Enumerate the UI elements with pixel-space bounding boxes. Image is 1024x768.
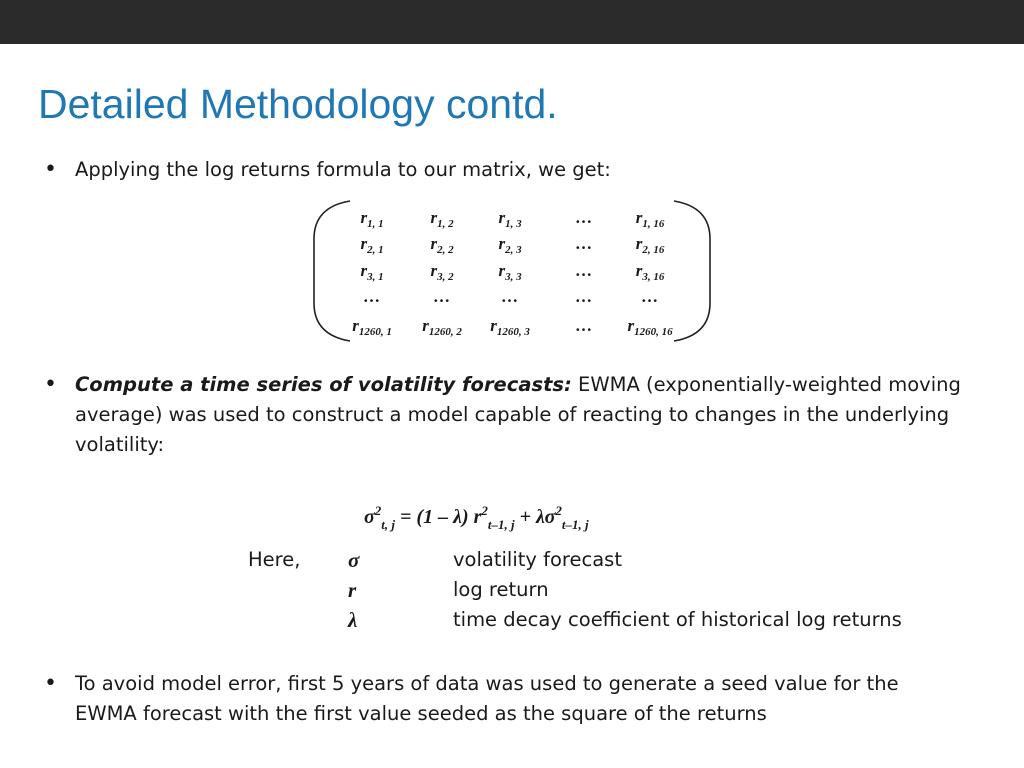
matrix-cell-index: 1, 3 bbox=[505, 218, 522, 230]
formula-sigma: σ bbox=[544, 506, 556, 528]
matrix-ellipsis: … bbox=[363, 287, 381, 306]
matrix-cell-index: 2, 3 bbox=[505, 244, 522, 256]
matrix-cell bbox=[470, 208, 550, 234]
legend-intro: Here, bbox=[248, 548, 301, 571]
matrix-ellipsis: … bbox=[575, 287, 593, 306]
matrix-cell-symbol: r bbox=[635, 261, 643, 280]
matrix-cell-index: 3, 1 bbox=[367, 271, 384, 283]
matrix-cell-index: 1, 1 bbox=[367, 218, 384, 230]
matrix-ellipsis: … bbox=[433, 287, 451, 306]
matrix-cell-symbol: r bbox=[430, 208, 438, 227]
matrix-cell-index: 1260, 1 bbox=[358, 326, 392, 338]
matrix-cell-index: 1, 16 bbox=[642, 218, 665, 230]
formula-sub-rhs: t–1, j bbox=[561, 517, 589, 532]
formula-square: 2 bbox=[374, 503, 382, 518]
bullet-body: EWMA (exponentially-weighted moving average) was used to construct a model capable of reacting to changes in the underlying volatility: bbox=[75, 373, 961, 456]
formula-sub-lhs: t, j bbox=[381, 517, 396, 532]
matrix-cell-symbol: r bbox=[627, 316, 635, 335]
matrix-cell-index: 1260, 2 bbox=[428, 326, 462, 338]
bullet-marker: • bbox=[44, 372, 57, 397]
matrix-cell-symbol: r bbox=[360, 234, 368, 253]
matrix-cell-symbol: r bbox=[430, 261, 438, 280]
formula-sub-r: t–1, j bbox=[487, 517, 515, 532]
slide-title: Detailed Methodology contd. bbox=[38, 81, 558, 127]
formula-r: r bbox=[473, 506, 482, 528]
bullet-marker: • bbox=[44, 157, 57, 182]
top-bar bbox=[0, 0, 1024, 44]
bullet-emphasis: Compute a time series of volatility forecasts: bbox=[75, 373, 572, 396]
matrix-cell-symbol: r bbox=[490, 316, 497, 335]
bullet-marker: • bbox=[44, 671, 57, 696]
matrix-ellipsis: … bbox=[575, 208, 593, 227]
matrix-cell-symbol: r bbox=[430, 234, 438, 253]
matrix-cell-index: 3, 2 bbox=[437, 271, 454, 283]
matrix-cell-symbol: r bbox=[498, 234, 506, 253]
matrix-cell bbox=[470, 261, 550, 287]
legend-symbol-lambda: λ bbox=[348, 608, 358, 632]
legend-definition: log return bbox=[453, 578, 549, 601]
ewma-formula bbox=[364, 496, 589, 540]
matrix-ellipsis: … bbox=[501, 287, 519, 306]
matrix-cell-index: 1, 2 bbox=[437, 218, 454, 230]
matrix-cell-index: 2, 1 bbox=[367, 244, 384, 256]
matrix-cell bbox=[332, 208, 412, 234]
matrix-cell-symbol: r bbox=[352, 316, 359, 335]
matrix-cell bbox=[332, 261, 412, 287]
matrix-cell-symbol: r bbox=[635, 208, 643, 227]
matrix-cell-index: 2, 2 bbox=[437, 244, 454, 256]
formula-eq: = (1 – λ) bbox=[395, 506, 474, 528]
matrix-cell-symbol: r bbox=[360, 208, 368, 227]
matrix-cell-symbol: r bbox=[422, 316, 429, 335]
matrix-ellipsis: … bbox=[575, 234, 593, 253]
bullet-text-2 bbox=[75, 370, 995, 460]
matrix-ellipsis: … bbox=[575, 261, 593, 280]
bullet-text-3: To avoid model error, first 5 years of data was used to generate a seed value for the EWMA forecast with the first value seeded as the square of the returns bbox=[75, 672, 899, 725]
matrix-cell bbox=[470, 234, 550, 260]
legend-symbol-r: r bbox=[348, 578, 357, 602]
matrix-cell-index: 1260, 3 bbox=[496, 326, 530, 338]
formula-square: 2 bbox=[481, 503, 488, 518]
matrix-cell-symbol: r bbox=[635, 234, 643, 253]
matrix-cell bbox=[610, 234, 690, 260]
matrix-cell-index: 1260, 16 bbox=[634, 326, 673, 338]
matrix-cell bbox=[610, 208, 690, 234]
matrix-cell bbox=[332, 316, 412, 342]
legend-symbol-sigma: σ bbox=[348, 548, 360, 572]
matrix-ellipsis: … bbox=[641, 287, 659, 306]
matrix-cell bbox=[610, 316, 690, 342]
formula-square: 2 bbox=[555, 503, 562, 518]
matrix-cell-symbol: r bbox=[498, 261, 506, 280]
matrix-cell-symbol: r bbox=[360, 261, 368, 280]
legend-definition: time decay coefficient of historical log returns bbox=[453, 608, 902, 631]
matrix-cell bbox=[610, 261, 690, 287]
matrix-cell-index: 3, 3 bbox=[505, 271, 522, 283]
matrix-ellipsis: … bbox=[575, 316, 593, 335]
returns-matrix bbox=[312, 199, 712, 343]
matrix-cell-index: 2, 16 bbox=[642, 244, 665, 256]
matrix-cell bbox=[470, 316, 550, 342]
matrix-cell-index: 3, 16 bbox=[642, 271, 665, 283]
formula-sigma: σ bbox=[364, 506, 375, 528]
bullet-text-1: Applying the log returns formula to our matrix, we get: bbox=[75, 158, 611, 181]
matrix-cell bbox=[332, 234, 412, 260]
matrix-cell-symbol: r bbox=[498, 208, 506, 227]
formula-plus: + λ bbox=[514, 506, 545, 528]
legend-definition: volatility forecast bbox=[453, 548, 622, 571]
